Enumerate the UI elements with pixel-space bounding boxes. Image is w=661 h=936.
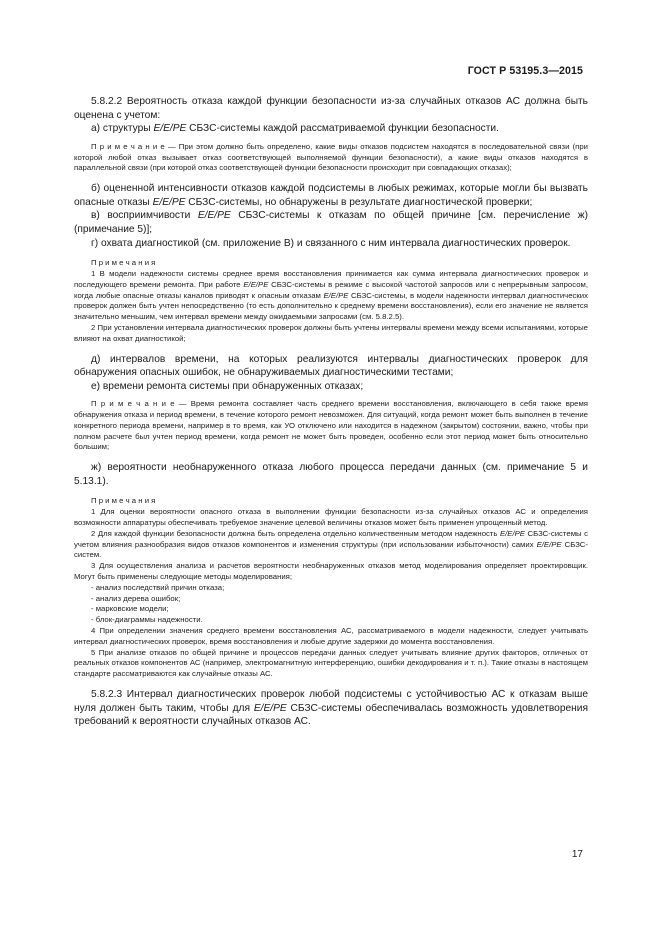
list-item-block-diagrams: - блок-диаграммы надежности. — [91, 615, 203, 625]
page-content — [74, 95, 588, 729]
clause-5-8-2-2: 5.8.2.2 Вероятность отказа каждой функции безопасности из-за случайных отказов АС должна быть оценена с учетом: — [74, 96, 588, 121]
note-repair-time: П р и м е ч а н и е — Время ремонта составляет часть среднего времени восстановления, включающего в себя также время обнаружения отказа и период времени, в течение которого ремонт невозможен. Для ситуаций, когда ремонт может быть выполнен в течение конкретного периода времени, например в то время, как УО отключено или находится в надежном (закрытом) состоянии, важно, чтобы при полном расчете был учтен период времени, когда ремонт не может быть проведен, особенно если этот период может быть относительно большим; — [74, 399, 588, 452]
note-2-test-interval: 2 При установлении интервала диагностических проверок должны быть учтены интервалы времени между всеми испытаниями, которые влияют на охват диагностикой; — [74, 322, 588, 343]
item-e: е) времени ремонта системы при обнаруженных отказах; — [91, 380, 364, 392]
page-number: 17 — [571, 849, 583, 860]
item-zh: ж) вероятности необнаруженного отказа любого процесса передачи данных (см. примечание 5 и 5.13.1). — [74, 462, 588, 487]
list-item-markov: - марковские модели; — [91, 604, 169, 614]
item-d: д) интервалов времени, на которых реализуются интервалы диагностических проверок для обнаружения опасных ошибок, не обнаруживаемых диагностическими тестами; — [74, 353, 588, 379]
note-structure: П р и м е ч а н и е — При этом должно быть определено, какие виды отказов подсистем находятся в последовательной связи (при которой любой отказ вызывает отказ соответствующей выполняемой функции безопасности), а какие виды отказов находятся в параллельной связи (при которой отказ соответствующей функции безопасности происходит при совпадающих отказах); — [74, 141, 588, 173]
note-1-reliability-model: 1 В модели надежности системы среднее время восстановления принимается как сумма интервала диагностических проверок и последующего времени ремонта. При работе E/E/PE СБЗС-системы в режиме с высокой частотой запросов или с непрерывным запросом, когда любые опасные отказы каналов приводят к опасным отказам E/E/PE СБЗС-системы, в модели надежности интервал диагностических проверок должен быть учтен непосредственно (то есть дополнительно к среднему времени восстановления), если его значение не является значительно меньшим, чем интервал времени между ожидаемыми запросами (см. 5.8.2.5). — [74, 268, 588, 322]
item-b: б) оцененной интенсивности отказов каждой подсистемы в любых режимах, которые могли бы вызвать опасные отказы E/E/PE СБЗС-системы, но обнаружены в результате диагностической проверки; — [74, 183, 588, 208]
list-item-fmea: - анализ последствий причин отказа; — [91, 582, 225, 592]
item-a: а) структуры E/E/PE СБЗС-системы каждой рассматриваемой функции безопасности. — [91, 123, 499, 135]
clause-5-8-2-3: 5.8.2.3 Интервал диагностических проверок любой подсистемы с устойчивостью АС к отказам выше нуля должен быть таким, чтобы для E/E/PE СБЗС-системы обеспечивалась возможность удовлетворения требований к вероятности случайных отказов АС. — [74, 689, 588, 728]
note-5-common-cause: 5 При анализе отказов по общей причине и процессов передачи данных следует учитывать влияние других факторов, отличных от реальных отказов компонентов АС (например, электромагнитную интерференцию, ошибки декодирования и т. п.). Такие отказы в настоящем стандарте рассматриваются как случайные отказы АС. — [74, 647, 588, 679]
note-2-quantitative-method: 2 Для каждой функции безопасности должна быть определена отдельно количественным методом надежность E/E/PE СБЗС-системы с учетом влияния разнообразия видов отказов компонентов и изменения структуры (при использовании избыточности) самих E/E/PE СБЗС-систем. — [74, 528, 588, 560]
note-1-simplified-method: 1 Для оценки вероятности опасного отказа в выполнении функции безопасности из-за случайных отказов АС и определения возможности аппаратуры обеспечивать требуемое значение целевой величины отказов может быть применен упрощенный метод. — [74, 507, 588, 528]
document-number: ГОСТ Р 53195.3—2015 — [467, 65, 583, 77]
notes-heading: П р и м е ч а н и я — [91, 258, 156, 268]
item-v: в) восприимчивости E/E/PE СБЗС-системы к отказам по общей причине [см. перечисление ж) (примечание 5)]; — [74, 210, 588, 235]
notes-heading-2: П р и м е ч а н и я — [91, 496, 156, 506]
note-4-mttr: 4 При определении значения среднего времени восстановления АС, рассматриваемого в модели надежности, следует учитывать интервал диагностических проверок, время восстановления и любые другие задержки до момента восстановления. — [74, 626, 588, 646]
item-g: г) охвата диагностикой (см. приложение В) и связанного с ним интервала диагностических проверок. — [91, 237, 571, 249]
list-item-fault-tree: - анализ дерева ошибок; — [91, 593, 181, 603]
note-3-modelling-methods: 3 Для осуществления анализа и расчетов вероятности необнаруженных отказов метод моделирования определяет проектировщик. Могут быть применены следующие методы моделирования; — [74, 561, 588, 582]
